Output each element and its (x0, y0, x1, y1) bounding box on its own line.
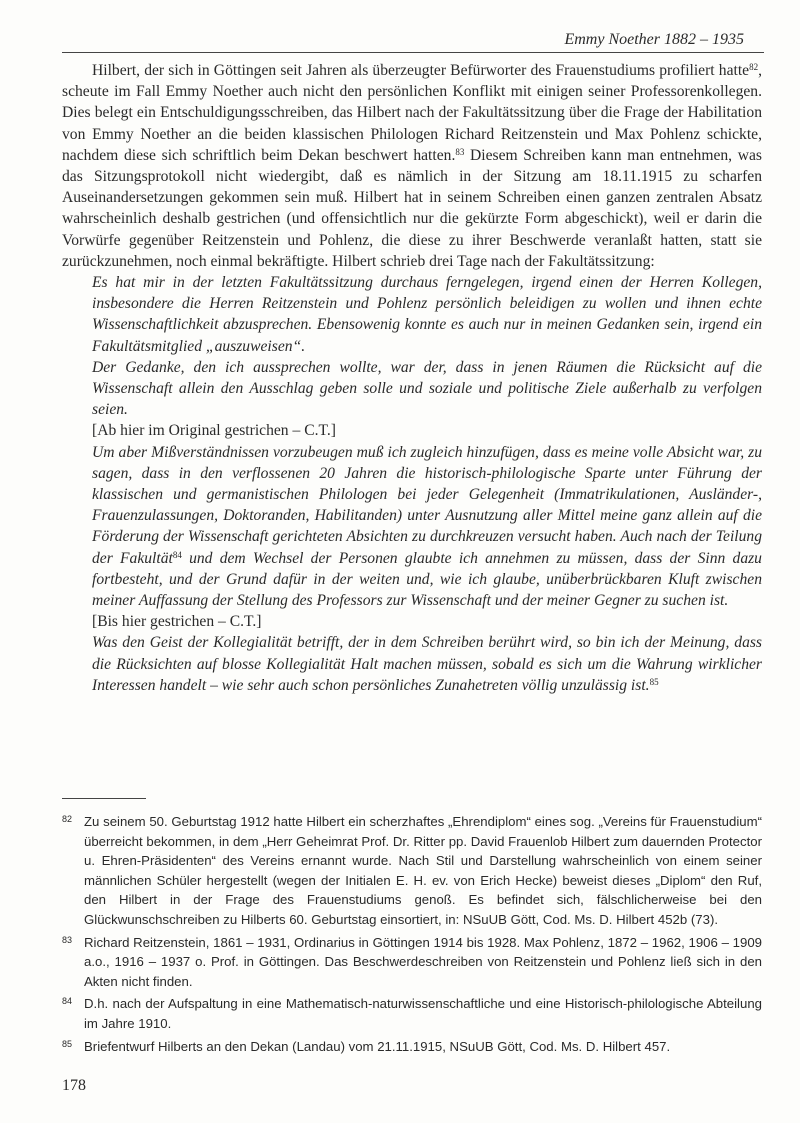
footnote-number: 85 (62, 1038, 73, 1049)
footnotes (62, 812, 762, 1059)
footnote-83 (62, 933, 762, 992)
footnote-number: 82 (62, 814, 73, 824)
editor-note-start: [Ab hier im Original gestrichen – C.T.] (92, 422, 336, 440)
footnote-text: Zu seinem 50. Geburtstag 1912 hatte Hilbert ein scherzhaftes „Ehrendiplom“ eines sog. „Vereins für Frauenstudium“ überreicht bekommen, in dem „Herr Geheimrat Prof. Dr. Ritter pp. David Frauenlob Hilbert zum dauernden Protector u. Ehren-Präsidenten“ des Vereins ernannt wurde. Nach Stil und Darstellung wahrscheinlich von einem seiner männlichen Schüler hergestellt (wegen der Initialen E. H. ev. von Erich Hecke) beweist dieses „Diplom“ den Ruf, den Hilbert in der Frage des Frauenstudiums genoß. Es befindet sich, fälschlicherweise bei den Glückwunschschreiben zu Hilberts 60. Geburtstag einsortiert, in: NSuUB Gött, Cod. Ms. D. Hilbert 452b (73). (84, 814, 762, 927)
intro-paragraph (62, 60, 762, 272)
quote-p3-text-a: Um aber Mißverständnissen vorzubeugen muß ich zugleich hinzufügen, dass es meine volle Absicht war, zu sagen, dass in den verflossenen 20 Jahren die historisch-philologische Sparte unter Führung der klassischen und germanistischen Philologen bei jeder Gelegenheit (Immatrikulationen, Ausländer-, Frauenzulassungen, Doktoranden, Habilitanden) unter Ausnutzung aller Mittel meine ganz allein auf die Förderung der Wissenschaft gerichteten Absichten zu durchkreuzen versucht haben. Auch nach der Teilung der Fakultät (92, 443, 762, 567)
footnote-rule (62, 798, 146, 799)
footnote-84 (62, 994, 762, 1033)
quote-paragraph-3 (92, 442, 762, 612)
main-text (62, 60, 762, 696)
footnote-ref-83[interactable]: 83 (455, 146, 465, 157)
footnote-number: 84 (62, 996, 73, 1007)
footnote-number: 83 (62, 934, 73, 945)
quote-paragraph-2: Der Gedanke, den ich aussprechen wollte, war der, dass in jenen Räumen die Rücksicht auf die Wissenschaft allein den Ausschlag geben solle und soziale und politische Ziele außerhalb zu verfolgen seien. (92, 358, 762, 419)
editor-note-end: [Bis hier gestrichen – C.T.] (92, 613, 262, 631)
footnote-text: Briefentwurf Hilberts an den Dekan (Landau) vom 21.11.1915, NSuUB Gött, Cod. Ms. D. Hilbert 457. (84, 1038, 671, 1054)
quote-p4-text: Was den Geist der Kollegialität betrifft, der in dem Schreiben berührt wird, so bin ich der Meinung, dass die Rücksichten auf blosse Kollegialität Halt machen müssen, sobald es sich um die Wahrung wirklicher Interessen handelt – wie sehr auch schon persönliches Zunahetreten völlig unzulässig ist. (92, 634, 762, 694)
footnote-text: D.h. nach der Aufspaltung in eine Mathematisch-naturwissenschaftliche und eine Historisch-philologische Abteilung im Jahre 1910. (84, 996, 762, 1031)
footnote-ref-85[interactable]: 85 (649, 676, 659, 687)
block-quote (92, 272, 762, 696)
page-number: 178 (62, 1077, 86, 1094)
footnote-82 (62, 812, 762, 930)
footnote-ref-82[interactable]: 82 (749, 62, 759, 72)
footnote-text: Richard Reitzenstein, 1861 – 1931, Ordinarius in Göttingen 1914 bis 1928. Max Pohlenz, 1872 – 1962, 1906 – 1909 a.o., 1916 – 1937 o. Prof. in Göttingen. Das Beschwerdeschreiben von Reitzenstein und Pohlenz ließ sich in den Akten nicht finden. (84, 934, 762, 989)
intro-text-3: Diesem Schreiben kann man entnehmen, was das Sitzungsprotokoll nicht wiedergibt, daß es nämlich in der Sitzung am 18.11.1915 zu scharfen Auseinandersetzungen gekommen sein muß. Hilbert hat in seinem Schreiben einen ganzen zentralen Absatz wahrscheinlich deshalb gestrichen (und offensichtlich nur die gekürzte Form abgeschickt), weil er darin die Vorwürfe gegenüber Reitzenstein und Pohlenz, die diese zu ihrer Beschwerde veranlaßt hatten, statt sie zurückzunehmen, noch einmal bekräftigte. Hilbert schrieb drei Tage nach der Fakultätssitzung: (62, 146, 762, 270)
footnote-85 (62, 1037, 762, 1057)
running-header: Emmy Noether 1882 – 1935 (564, 31, 744, 48)
quote-paragraph-4 (92, 632, 762, 696)
intro-text-1: Hilbert, der sich in Göttingen seit Jahren als überzeugter Befürworter des Frauenstudiums profiliert hatte (92, 62, 750, 79)
intro-text-2: , scheute im Fall Emmy Noether auch nicht den persönlichen Konflikt mit einigen seiner Professorenkollegen. Dies belegt ein Entschuldigungsschreiben, das Hilbert nach der Fakultätssitzung über die Frage der Habilitation von Emmy Noether an die beiden klassischen Philologen Richard Reitzenstein und Max Pohlenz schickte, nachdem diese sich schriftlich beim Dekan beschwert hatten. (62, 62, 762, 164)
header-rule (62, 52, 764, 53)
quote-p3-text-b: und dem Wechsel der Personen glaubte ich annehmen zu müssen, dass der Sinn dazu fortbesteht, und der Grund dafür in der weiten und, wie ich glaube, unüberbrückbaren Kluft zwischen meiner Auffassung der Stellung des Professors zur Wissenschaft und der meiner Gegner zu suchen ist. (92, 549, 762, 610)
footnote-ref-84[interactable]: 84 (172, 549, 182, 560)
quote-paragraph-1: Es hat mir in der letzten Fakultätssitzung durchaus ferngelegen, irgend einen der Herren Kollegen, insbesondere die Herren Reitzenstein und Pohlenz persönlich beleidigen zu wollen und ihnen echte Wissenschaftlichkeit abzusprechen. Ebensowenig konnte es auch nur in meinen Gedanken sein, irgend ein Fakultätsmitglied „auszuweisen“. (92, 274, 762, 355)
